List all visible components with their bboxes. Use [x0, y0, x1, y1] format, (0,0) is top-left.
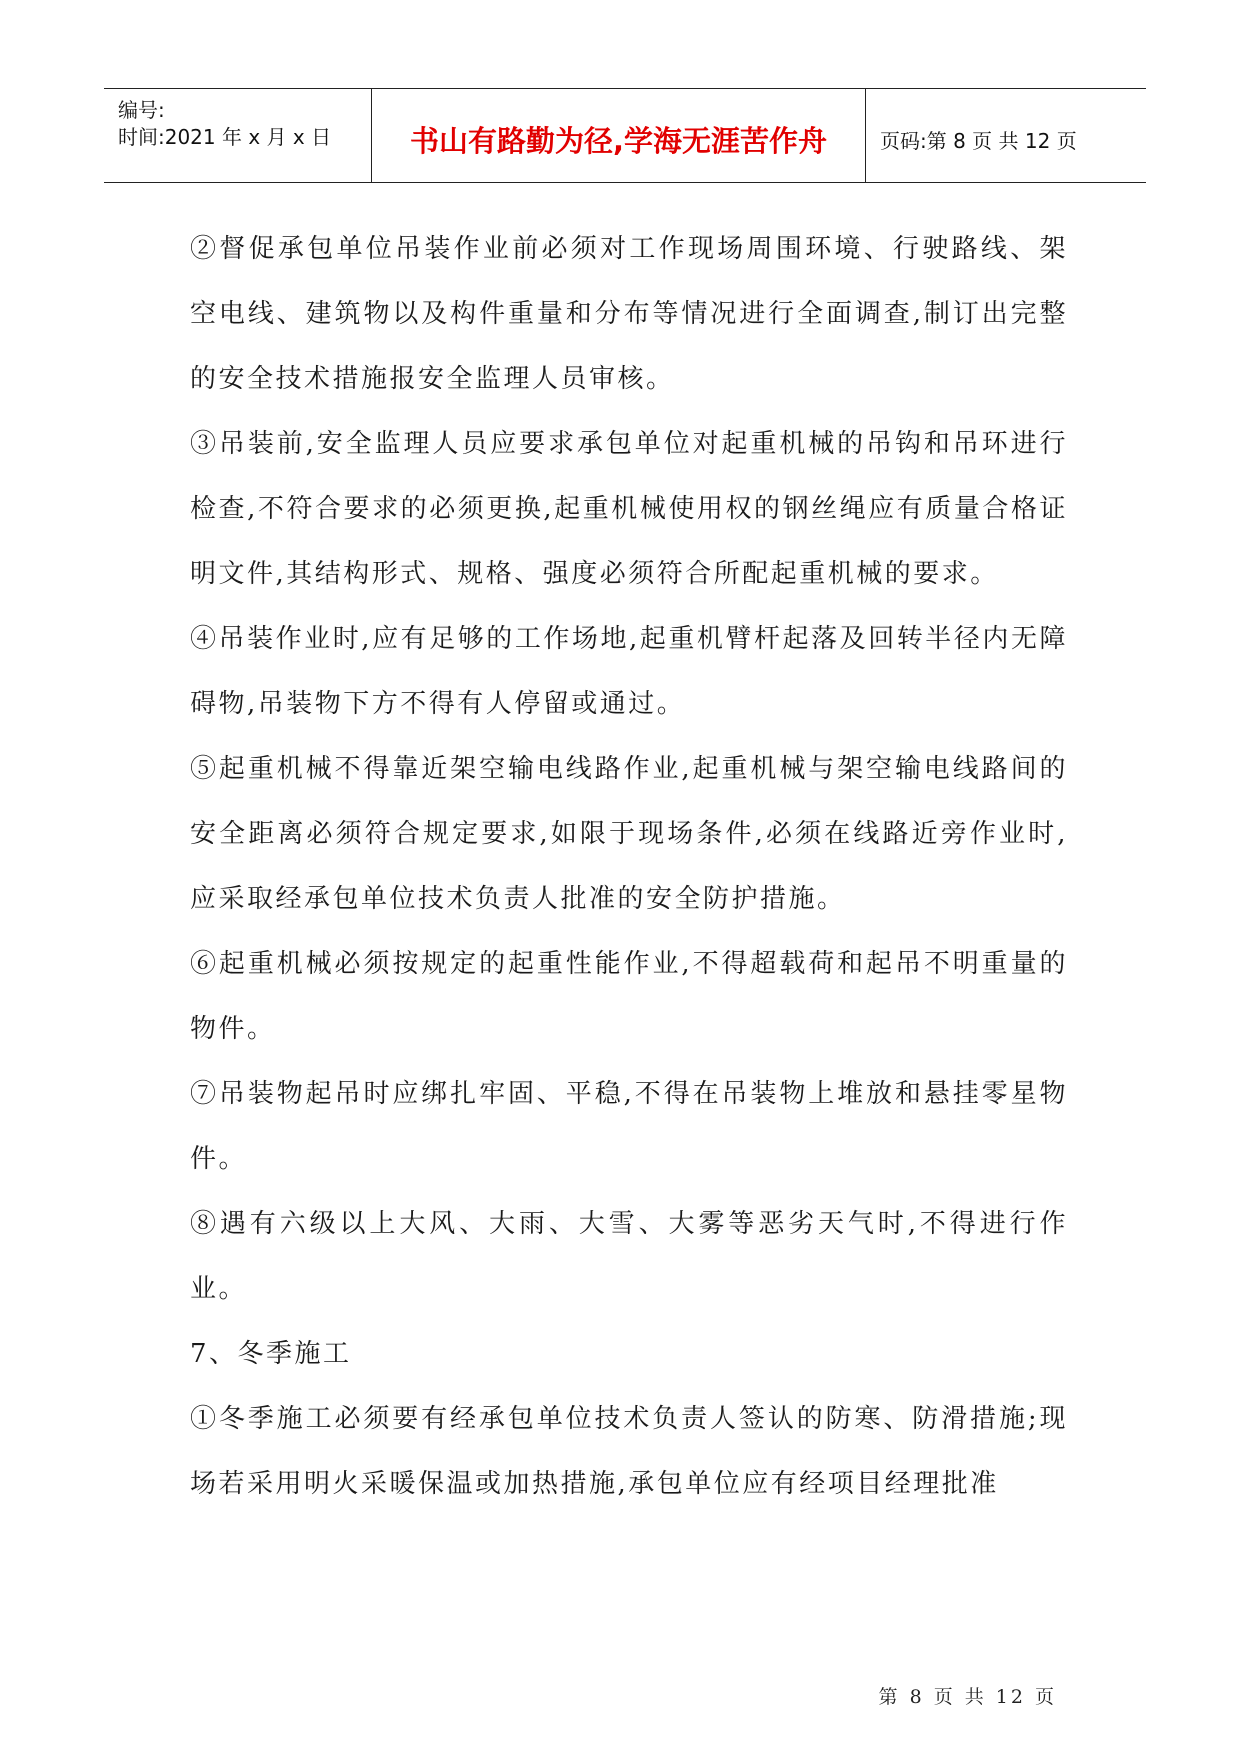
document-number-label: 编号: [118, 98, 165, 122]
header-motto-cell [372, 89, 866, 182]
header-meta-cell [104, 89, 372, 182]
document-header [104, 88, 1146, 183]
paragraph-item-2: ②督促承包单位吊装作业前必须对工作现场周围环境、行驶路线、架空电线、建筑物以及构件重量和分布等情况进行全面调查,制订出完整的安全技术措施报安全监理人员审核。 [190, 234, 1068, 394]
page-footer: 第 8 页 共 12 页 [878, 1686, 1057, 1708]
paragraph-item-4: ④吊装作业时,应有足够的工作场地,起重机臂杆起落及回转半径内无障碍物,吊装物下方不得有人停留或通过。 [190, 624, 1068, 719]
header-motto: 书山有路勤为径,学海无涯苦作舟 [409, 124, 828, 158]
paragraph-item-6: ⑥起重机械必须按规定的起重性能作业,不得超载荷和起吊不明重量的物件。 [190, 949, 1068, 1044]
paragraph-item-7: ⑦吊装物起吊时应绑扎牢固、平稳,不得在吊装物上堆放和悬挂零星物件。 [190, 1079, 1068, 1174]
section-heading-winter-construction: 7、冬季施工 [190, 1339, 352, 1369]
header-page-code: 页码:第 8 页 共 12 页 [880, 129, 1077, 153]
document-time-label: 时间:2021 年 x 月 x 日 [118, 125, 332, 149]
header-pagecode-cell [866, 89, 1146, 182]
paragraph-winter-item-1: ①冬季施工必须要有经承包单位技术负责人签认的防寒、防滑措施;现场若采用明火采暖保温或加热措施,承包单位应有经项目经理批准 [190, 1404, 1068, 1499]
paragraph-item-5: ⑤起重机械不得靠近架空输电线路作业,起重机械与架空输电线路间的安全距离必须符合规定要求,如限于现场条件,必须在线路近旁作业时,应采取经承包单位技术负责人批准的安全防护措施。 [190, 754, 1068, 914]
document-body [190, 217, 1068, 1517]
paragraph-item-8: ⑧遇有六级以上大风、大雨、大雪、大雾等恶劣天气时,不得进行作业。 [190, 1209, 1068, 1304]
paragraph-item-3: ③吊装前,安全监理人员应要求承包单位对起重机械的吊钩和吊环进行检查,不符合要求的必须更换,起重机械使用权的钢丝绳应有质量合格证明文件,其结构形式、规格、强度必须符合所配起重机械的要求。 [190, 429, 1068, 589]
